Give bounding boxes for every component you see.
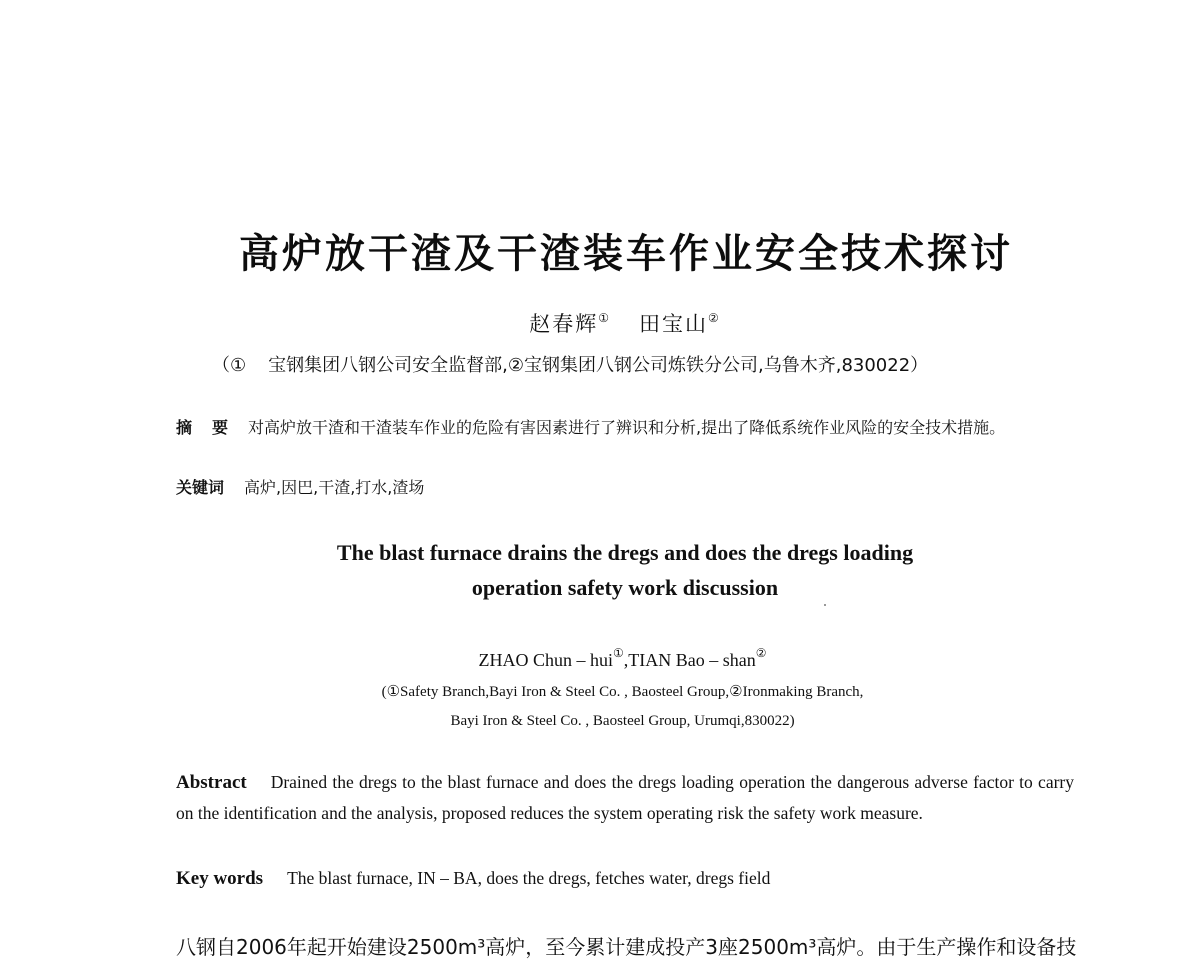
affiliation-text: 宝钢集团八钢公司安全监督部,②宝钢集团八钢公司炼铁分公司,乌鲁木齐,830022）	[268, 355, 929, 376]
affiliation-mark: ①	[598, 311, 609, 325]
keywords-text-en: The blast furnace, IN – BA, does the dregs, fetches water, dregs field	[287, 868, 771, 888]
keywords-label-cn: 关键词	[176, 478, 225, 497]
author-name-en: ZHAO Chun – hui	[478, 650, 613, 670]
affiliation-open: （①	[212, 355, 247, 376]
abstract-en	[176, 767, 1074, 829]
author-name: 田宝山	[639, 312, 708, 336]
abstract-text-cn: 对高炉放干渣和干渣装车作业的危险有害因素进行了辨识和分析,提出了降低系统作业风险的安全技术措施。	[248, 418, 1006, 437]
author-list-cn	[0, 308, 1200, 338]
title-en-line-1: The blast furnace drains the dregs and does the dregs loading	[336, 540, 914, 565]
affiliation-cn	[212, 351, 928, 377]
affiliation-mark: ①	[612, 646, 624, 660]
affiliation-mark: ②	[708, 311, 719, 325]
author-name: 赵春辉	[529, 312, 599, 336]
abstract-label-en: Abstract	[176, 772, 247, 793]
speck	[824, 604, 826, 606]
keywords-text-cn: 高炉,因巴,干渣,打水,渣场	[244, 478, 425, 497]
keywords-en	[176, 863, 1074, 894]
abstract-cn	[176, 413, 1086, 442]
affiliation-mark: ②	[755, 646, 767, 660]
title-en-line-2: operation safety work discussion	[471, 575, 779, 600]
paper-title-cn: 高炉放干渣及干渣装车作业安全技术探讨	[239, 231, 1013, 277]
paper-title-en	[0, 535, 1200, 605]
keywords-cn	[176, 473, 1086, 502]
author-name-en: TIAN Bao – shan	[628, 650, 756, 670]
body-text-first-line: 八钢自2006年起开始建设2500m³高炉，至今累计建成投产3座2500m³高炉。由于生产操作和设备技	[176, 935, 1077, 959]
keywords-label-en: Key words	[176, 868, 264, 889]
affiliation-en-line-1: (①Safety Branch,Bayi Iron & Steel Co. , Baosteel Group,②Ironmaking Branch,	[381, 684, 864, 700]
abstract-label-cn: 摘 要	[176, 418, 229, 437]
abstract-text-en: Drained the dregs to the blast furnace and does the dregs loading operation the dangerous adverse factor to carry on the identification and the analysis, proposed reduces the system operating risk the safety work measure.	[176, 772, 1074, 823]
affiliation-en-line-2: Bayi Iron & Steel Co. , Baosteel Group, Urumqi,830022)	[450, 713, 795, 729]
author-list-en: ZHAO Chun – hui①,TIAN Bao – shan②	[478, 646, 767, 670]
affiliation-en	[0, 678, 1200, 736]
